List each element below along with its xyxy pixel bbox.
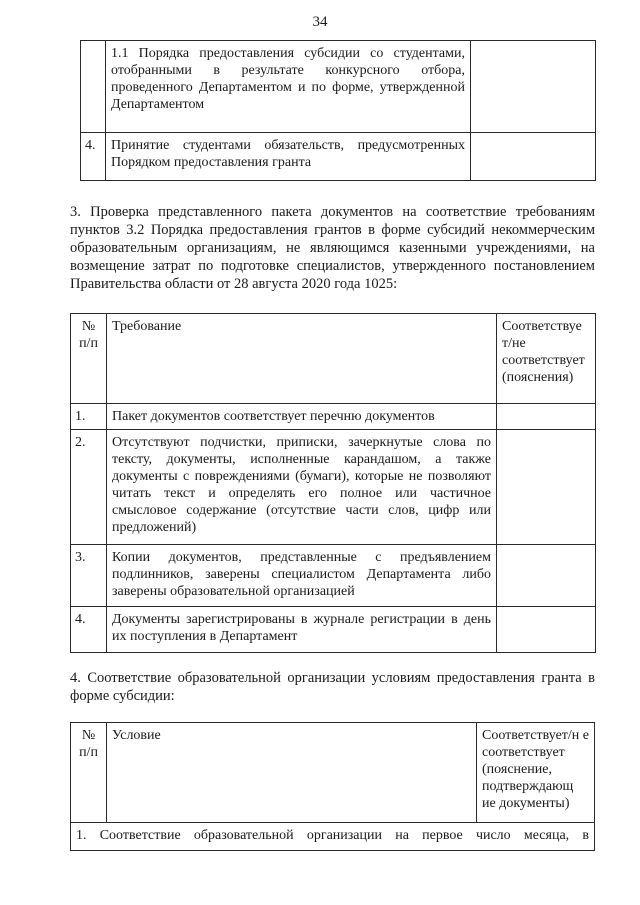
header-condition: Условие — [107, 723, 477, 823]
row-text: 1. Соответствие образовательной организации на первое число месяца, в — [71, 823, 595, 851]
section-3-paragraph: 3. Проверка представленного пакета документов на соответствие требованиям пунктов 3.2 Порядка предоставления грантов в форме субсидий некоммерческим образовательным организациям, не являющимся казенными учреждениями, на возмещение затрат по подготовке специалистов, утвержденного постановлением Правительства области от 28 августа 2020 года 1025: — [70, 204, 595, 292]
table-row — [81, 133, 596, 181]
table-row — [71, 430, 596, 545]
row-result — [497, 607, 596, 653]
row-text: Пакет документов соответствует перечню документов — [107, 404, 497, 430]
continued-table — [80, 40, 596, 181]
row-result — [497, 404, 596, 430]
header-result: Соответствуе т/не соответствует (пояснения) — [497, 314, 596, 404]
conditions-table — [70, 722, 595, 851]
table-header-row — [71, 314, 596, 404]
row-number: 3. — [71, 545, 107, 607]
table-row — [81, 41, 596, 133]
table-row — [71, 823, 595, 851]
row-result — [471, 41, 596, 133]
row-number: 2. — [71, 430, 107, 545]
header-num: № п/п — [71, 723, 107, 823]
table-header-row — [71, 723, 595, 823]
section-4-paragraph: 4. Соответствие образовательной организации условиям предоставления гранта в форме субсидии: — [70, 670, 595, 704]
header-num: № п/п — [71, 314, 107, 404]
table-row — [71, 545, 596, 607]
row-result — [471, 133, 596, 181]
documents-check-table — [70, 313, 596, 653]
row-text: 1.1 Порядка предоставления субсидии со студентами, отобранными в результате конкурсного отбора, проведенного Департаментом и по форме, утвержденной Департаментом — [106, 41, 471, 133]
row-number — [81, 41, 106, 133]
row-number: 1. — [71, 404, 107, 430]
row-number: 4. — [81, 133, 106, 181]
row-text: Принятие студентами обязательств, предусмотренных Порядком предоставления гранта — [106, 133, 471, 181]
header-result: Соответствует/н е соответствует (пояснение, подтверждающ ие документы) — [477, 723, 595, 823]
page-number: 34 — [312, 14, 328, 30]
row-result — [497, 430, 596, 545]
row-text: Копии документов, представленные с предъявлением подлинников, заверены специалистом Департамента либо заверены образовательной организацией — [107, 545, 497, 607]
row-result — [497, 545, 596, 607]
row-text: Отсутствуют подчистки, приписки, зачеркнутые слова по тексту, документы, исполненные карандашом, а также документы с повреждениями (бумаги), которые не позволяют читать текст и определять его полное или частичное смысловое содержание (отсутствие части слов, цифр или предложений) — [107, 430, 497, 545]
table-row — [71, 607, 596, 653]
row-number: 4. — [71, 607, 107, 653]
table-row — [71, 404, 596, 430]
row-text: Документы зарегистрированы в журнале регистрации в день их поступления в Департамент — [107, 607, 497, 653]
header-requirement: Требование — [107, 314, 497, 404]
